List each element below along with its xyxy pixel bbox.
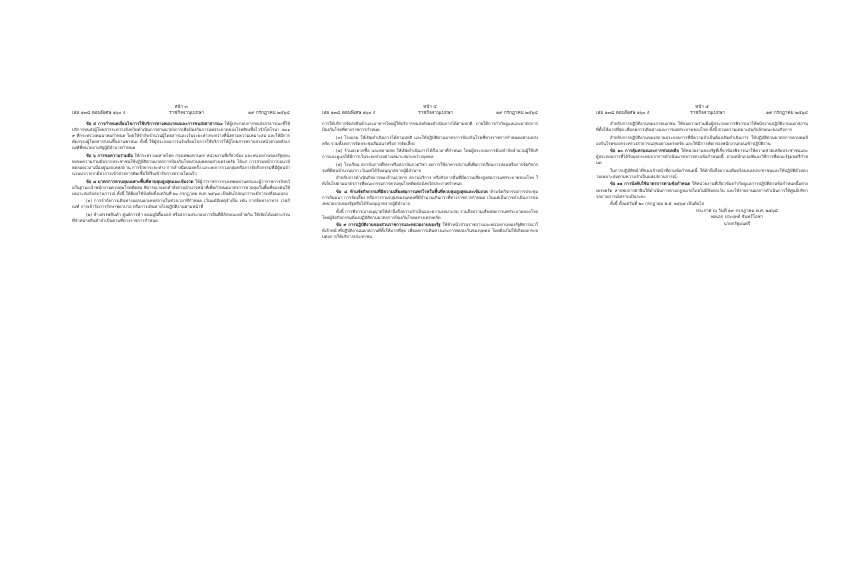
paragraph	[322, 121, 538, 133]
clause-heading: ข้อ ๖ การขอความร่วมมือ	[86, 152, 133, 158]
paragraph	[72, 198, 290, 210]
clause-text: (๒) ห้างสรรพสินค้า ศูนย์การค้า คอมมูนิตี้มอลล์ หรือสถานประกอบการอื่นที่มีลักษณะคล้ายกัน ให้เปิดได้เฉพาะส่วนที่จำหน่ายสินค้าจำเป็นตามที่ทางราชการกำหนด	[72, 211, 290, 223]
clause-text: ทั้งนี้ ตั้งแต่วันที่ ๒๐ กรกฎาคม พ.ศ. ๒๕๖๔ เป็นต้นไป	[610, 201, 705, 207]
paragraph	[322, 209, 538, 221]
paragraph	[596, 168, 808, 180]
clause-text: ห้ามจัดกิจกรรมการประชุม การสัมมนา การจัดเลี้ยง หรือการรวมกลุ่มของบุคคลที่มีจำนวนเกินกว่าที่ทางราชการกำหนด เว้นแต่เป็นการดำเนินการของหน่วยงานของรัฐหรือได้รับอนุญาตจากผู้มีอำนาจ	[322, 188, 538, 207]
clause-text: (๕) โรงเรียน สถาบันการศึกษาหรือสถาบันกวดวิชา งดการใช้อาคารสถานที่เพื่อการเรียนการสอนหรือการจัดกิจกรรมที่มีคนจำนวนมาก เว้นแต่ได้รับอนุญาตจากผู้มีอำนาจ	[322, 161, 538, 173]
gazette-page-4	[310, 0, 550, 565]
page-number: หน้า ๓	[174, 105, 188, 110]
clause-text: ในการปฏิบัติหน้าที่ของเจ้าหน้าที่ตามข้อกำหนดนี้ ให้คำนึงถึงความเดือดร้อนของประชาชนและให้ปฏิบัติด้วยความเหมาะสมตามความจำเป็นแห่งสถานการณ์	[596, 167, 808, 179]
paragraph	[322, 175, 538, 187]
clause-text: ให้หน่วยงานที่เกี่ยวข้องกำกับดูแลการปฏิบัติตามข้อกำหนดนี้อย่างเคร่งครัด หากพบการฝ่าฝืนให้ดำเนินการตามกฎหมายโดยไม่มีข้อยกเว้น และให้รายงานผลการดำเนินการให้ศูนย์บริหารสถานการณ์ทราบเป็นระยะ	[596, 181, 808, 199]
paragraph	[72, 212, 290, 224]
clause-text: สำหรับการปฏิบัติงานของสถานประกอบการที่มีความจำเป็นต้องเปิดดำเนินการ ให้ปฏิบัติตามมาตรการควบคุมป้องกันโรคของกระทรวงสาธารณสุขอย่างเคร่งครัด และให้มีการคัดกรองพนักงานก่อนเข้าปฏิบัติงาน	[596, 134, 808, 146]
clause-text: (๔) ร้านสะดวกซื้อ และตลาดสด ให้เปิดดำเนินการได้ถึงเวลาที่กำหนด โดยผู้ประกอบการต้องจำกัดจำนวนผู้ใช้บริการและดูแลให้มีการเว้นระยะห่างอย่างเหมาะสมระหว่างบุคคล	[322, 148, 538, 160]
volume-label: เล่ม ๑๓๘ ตอนพิเศษ ๑๖๐ ง	[596, 111, 650, 116]
paragraph	[596, 135, 808, 147]
clause-text: การให้บริการจัดส่งสินค้าและอาหารโดยผู้ให้บริการขนส่งยังคงดำเนินการได้ตามปกติ ภายใต้การกำกับดูแลและมาตรการป้องกันโรคที่ทางราชการกำหนด	[322, 121, 538, 133]
publish-date: ๑๙ กรกฎาคม ๒๕๖๔	[766, 111, 808, 116]
paragraph	[322, 189, 538, 207]
page-number: หน้า ๕	[695, 105, 709, 110]
paragraph	[72, 179, 290, 197]
paragraph	[596, 181, 808, 199]
clause-text: ทั้งนี้ การพิจารณาอนุญาตให้คำนึงถึงความจำเป็นและความเหมาะสม รวมถึงความเสี่ยงต่อการแพร่ระบาดของโรค โดยผู้จัดกิจกรรมต้องปฏิบัติตามมาตรการป้องกันโรคอย่างเคร่งครัด	[322, 208, 538, 220]
announcement-date: ประกาศ ณ วันที่ ๑๙ กรกฎาคม พ.ศ. ๒๕๖๔	[696, 209, 778, 215]
volume-label: เล่ม ๑๓๘ ตอนพิเศษ ๑๖๐ ง	[72, 111, 126, 116]
clause-heading: ข้อ ๘ ห้ามจัดกิจกรรมที่มีความเสี่ยงต่อการแพร่โรคในพื้นที่ควบคุมสูงสุดและเข้มงวด	[336, 188, 488, 194]
gazette-name: ราชกิจจานุเบกษา	[690, 111, 726, 116]
signatory-title: นายกรัฐมนตรี	[723, 221, 751, 227]
clause-text: ให้กระทรวงมหาดไทย กรุงเทพมหานคร หน่วยงานที่เกี่ยวข้อง และหน่วยงานของรัฐทุกแห่งขอความร่วมมือจากประชาชนให้ปฏิบัติตามมาตรการป้องกันโรคส่วนบุคคลอย่างเคร่งครัด ได้แก่ การสวมหน้ากากอนามัยตลอดเวลาเมื่ออยู่นอกเคหสถาน การรักษาระยะห่าง การล้างมือบ่อยครั้ง และงดการรวมกลุ่มหรือการจัดกิจกรรมที่มีผู้คนจำนวนมาก หากมีอาการเข้าข่ายการติดเชื้อให้รีบเข้ารับการตรวจโดยเร็ว	[72, 152, 290, 177]
paragraph	[72, 153, 290, 177]
signatory-name: พลเอก ประยุทธ์ จันทร์โอชา	[710, 215, 764, 221]
clause-heading: ข้อ ๗ มาตรการควบคุมเฉพาะพื้นที่ควบคุมสูงสุดและเข้มงวด	[86, 178, 194, 184]
page-header	[72, 111, 290, 117]
page-number: หน้า ๔	[423, 105, 437, 110]
signature-block	[666, 209, 808, 228]
clause-text: สำหรับการปฏิบัติงานของภาคเอกชน ให้ขอความร่วมมือผู้ประกอบการพิจารณาให้พนักงานปฏิบัติงานนอกสถานที่ตั้งให้มากที่สุด เพื่อลดการเดินทางและการแพร่ระบาดของโรค ทั้งนี้ ตามความเหมาะสมกับลักษณะของกิจการ	[596, 121, 808, 133]
paragraph	[322, 148, 538, 160]
publish-date: ๑๙ กรกฎาคม ๒๕๖๔	[496, 111, 538, 116]
clause-text: ให้หัวหน้าส่วนราชการและหน่วยงานของรัฐพิจารณาให้เจ้าหน้าที่ปฏิบัติงานนอกสถานที่ตั้งให้มากที่สุด เพื่อลดการเดินทางและการพบปะกันของบุคคล โดยต้องไม่ให้เกิดผลกระทบต่อการให้บริการประชาชน	[322, 222, 538, 240]
page-header	[322, 111, 538, 117]
clause-heading: ข้อ ๑๐ การคุ้มครองและการช่วยเหลือ	[610, 148, 679, 154]
clause-text: (๑) การจำกัดการเดินทางออกนอกเคหสถานในช่วงเวลาที่กำหนด เว้นแต่มีเหตุจำเป็น เช่น การจัดหาอาหาร เวชภัณฑ์ การเข้ารับการรักษาพยาบาล หรือการเดินทางไปปฏิบัติงานตามหน้าที่	[72, 198, 290, 210]
paragraph	[596, 201, 808, 207]
clause-text: ให้ผู้ประกอบการขนส่งสาธารณะที่ให้บริการขนส่งผู้โดยสารระหว่างจังหวัดดำเนินการตามมาตรการเพื่อป้องกันการแพร่ระบาดของโรคติดเชื้อไวรัสโคโรนา ๒๐๑๙ ที่กระทรวงคมนาคมกำหนด โดยให้จำกัดจำนวนผู้โดยสารและเว้นระยะห่างระหว่างที่นั่งตามความเหมาะสม และให้มีการคัดกรองผู้โดยสารก่อนขึ้นยานพาหนะ ทั้งนี้ ให้ผู้ประกอบการแจ้งเงื่อนไขการใช้บริการให้ผู้โดยสารทราบล่วงหน้าตามหลักเกณฑ์ที่หน่วยงานรัฐผู้มีอำนาจกำหนด	[72, 121, 290, 151]
gazette-page-5	[584, 0, 820, 565]
clause-text: ให้หน่วยงานของรัฐที่เกี่ยวข้องพิจารณาให้ความช่วยเหลือประชาชนและผู้ประกอบการที่ได้รับผลกระทบจากการดำเนินมาตรการตามข้อกำหนดนี้ ตามหลักเกณฑ์และวิธีการที่คณะรัฐมนตรีกำหนด	[596, 148, 808, 166]
paragraph	[322, 135, 538, 147]
paragraph	[322, 162, 538, 174]
paragraph	[596, 148, 808, 166]
paragraph	[322, 222, 538, 240]
clause-heading: ข้อ ๙ การปฏิบัติงานของส่วนราชการและหน่วยงานของรัฐ	[336, 222, 441, 228]
paragraph	[72, 121, 290, 151]
volume-label: เล่ม ๑๓๘ ตอนพิเศษ ๑๖๐ ง	[322, 111, 376, 116]
clause-text: ให้ผู้ว่าราชการกรุงเทพมหานครและผู้ว่าราชการจังหวัดในฐานะเจ้าพนักงานควบคุมโรคติดต่อ พิจารณาออกคำสั่งตามอำนาจหน้าที่เพื่อกำหนดมาตรการควบคุมในพื้นที่ของตนให้เหมาะสมกับสถานการณ์ ทั้งนี้ ให้มีผลใช้บังคับตั้งแต่วันที่ ๒๐ กรกฎาคม พ.ศ. ๒๕๖๔ เป็นต้นไปจนกว่าจะมีการเปลี่ยนแปลง	[72, 178, 290, 196]
clause-text: (๓) โรงแรม ให้เปิดดำเนินการได้ตามปกติ และให้ปฏิบัติตามมาตรการป้องกันโรคที่ทางราชการกำหนดอย่างเคร่งครัด รวมทั้งงดการจัดประชุมสัมมนาหรือการจัดเลี้ยง	[322, 134, 538, 146]
page-header	[596, 111, 808, 117]
gazette-name: ราชกิจจานุเบกษา	[418, 111, 454, 116]
clause-text: สำหรับการดำเนินกิจการของร้านอาหาร สถานบริการ หรือกิจการอื่นที่มีความเสี่ยงสูงต่อการแพร่ระบาดของโรค ให้เป็นไปตามมาตรการที่คณะกรรมการควบคุมโรคติดต่อจังหวัดประกาศกำหนด	[322, 175, 538, 187]
publish-date: ๑๙ กรกฎาคม ๒๕๖๔	[248, 111, 290, 116]
paragraph	[596, 121, 808, 133]
gazette-name: ราชกิจจานุเบกษา	[169, 111, 205, 116]
clause-heading: ข้อ ๕ การกำหนดเงื่อนไขการใช้บริการทางคมนาคมและการขนส่งสาธารณะ	[86, 121, 223, 126]
clause-heading: ข้อ ๑๑ การบังคับใช้มาตรการตามข้อกำหนด	[610, 181, 691, 187]
gazette-page-3	[60, 0, 302, 565]
